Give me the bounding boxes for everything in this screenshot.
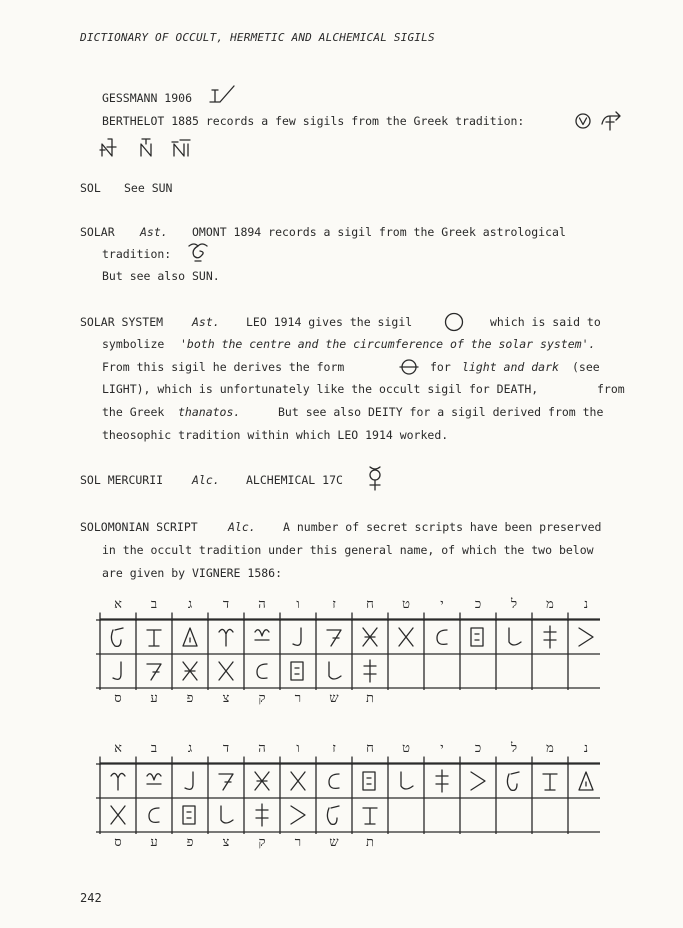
table-1-grid	[96, 618, 600, 690]
solar-system-line2b: 'both the centre and the circumference of the solar system'.	[180, 337, 596, 351]
running-header: DICTIONARY OF OCCULT, HERMETIC AND ALCHEMICAL SIGILS	[80, 31, 435, 44]
cipher-glyph-icon	[219, 662, 233, 680]
hebrew-letter-top: מ	[546, 597, 554, 612]
hebrew-letter-top: ט	[402, 597, 410, 612]
hebrew-letter-top: ו	[296, 741, 300, 756]
hebrew-letter-bottom: ת	[366, 691, 374, 706]
solar-system-line2a: symbolize	[102, 337, 165, 351]
cipher-glyph-icon	[221, 806, 233, 823]
entry-solar-system-abbr: Ast.	[192, 315, 220, 329]
hebrew-letter-bottom: צ	[222, 835, 230, 850]
entry-sol-mercurii-abbr: Alc.	[192, 473, 220, 487]
hebrew-letter-top: כ	[474, 741, 482, 756]
hebrew-letter-top: ז	[332, 741, 336, 756]
solar-astrological-sigil-icon	[186, 240, 210, 266]
cipher-glyph-icon	[436, 770, 448, 792]
entry-solar-line2: tradition:	[102, 247, 172, 261]
hebrew-letter-top: ה	[258, 597, 266, 612]
hebrew-letter-top: ל	[510, 741, 518, 756]
hebrew-letter-top: ב	[150, 597, 158, 612]
solar-system-line1b: which is said to	[490, 315, 601, 329]
page-number: 242	[80, 891, 102, 905]
hebrew-letter-top: ה	[258, 741, 266, 756]
cipher-glyph-icon	[147, 774, 161, 784]
solar-system-line4b: from	[597, 382, 625, 396]
entry-sol-mercurii-head: SOL MERCURII	[80, 473, 164, 487]
sol-mercurii-sigil-icon	[364, 464, 386, 492]
solar-system-line4a: LIGHT), which is unfortunately like the occult sigil for DEATH,	[102, 382, 539, 396]
cipher-glyph-icon	[147, 630, 161, 646]
hebrew-letter-top: נ	[583, 597, 589, 612]
light-and-dark-sigil-icon	[397, 356, 421, 378]
entry-solar-abbr: Ast.	[140, 225, 168, 239]
hebrew-letter-top: ו	[296, 597, 300, 612]
cipher-glyph-icon	[364, 660, 376, 682]
hebrew-letter-top: י	[440, 597, 444, 612]
berthelot-sigil-one-icon	[98, 136, 122, 160]
hebrew-letter-top: ד	[222, 597, 230, 612]
hebrew-letter-bottom: ע	[150, 691, 158, 706]
hebrew-letter-bottom: ש	[329, 691, 339, 706]
cipher-glyph-icon	[257, 664, 267, 678]
cipher-glyph-icon	[256, 804, 268, 826]
hebrew-letter-bottom: ע	[150, 835, 158, 850]
entry-solar-line3: But see also SUN.	[102, 269, 220, 283]
cipher-glyph-icon	[363, 772, 375, 790]
hebrew-letter-top: ב	[150, 741, 158, 756]
cipher-glyph-icon	[509, 628, 521, 645]
solar-system-line5c: But see also DEITY for a sigil derived from the	[278, 405, 604, 419]
cipher-glyph-icon	[329, 774, 339, 788]
hebrew-letter-top: כ	[474, 597, 482, 612]
hebrew-letter-bottom: צ	[222, 691, 230, 706]
entry-solomonian-abbr: Alc.	[228, 520, 256, 534]
solar-system-circle-sigil-icon	[442, 311, 466, 333]
hebrew-letter-bottom: ק	[258, 835, 266, 850]
cipher-glyph-icon	[147, 664, 161, 680]
cipher-glyph-icon	[185, 772, 193, 789]
cipher-glyph-icon	[149, 808, 159, 822]
cipher-glyph-icon	[437, 630, 447, 644]
cipher-glyph-icon	[327, 806, 339, 824]
solar-system-line5a: the Greek	[102, 405, 165, 419]
cipher-glyph-icon	[293, 628, 301, 645]
hebrew-letter-top: א	[114, 741, 122, 756]
hebrew-letter-top: א	[114, 597, 122, 612]
cipher-glyph-icon	[329, 662, 341, 679]
cipher-glyph-icon	[219, 629, 233, 646]
cipher-glyph-icon	[113, 662, 121, 679]
hebrew-letter-top: ד	[222, 741, 230, 756]
solar-system-line3b: for	[430, 360, 451, 374]
hebrew-letter-top: נ	[583, 741, 589, 756]
hebrew-letter-bottom: ר	[294, 691, 302, 706]
cipher-glyph-icon	[111, 806, 125, 824]
solar-system-line5b: thanatos.	[178, 405, 241, 419]
hebrew-letter-top: ג	[187, 597, 193, 612]
solomonian-script-table-1	[96, 598, 600, 710]
solomonian-line1: A number of secret scripts have been preserved	[283, 520, 602, 534]
cipher-glyph-icon	[363, 808, 377, 824]
hebrew-letter-bottom: ר	[294, 835, 302, 850]
berthelot-sigil-two-icon	[137, 136, 159, 160]
entry-sol-text: See SUN	[124, 181, 173, 195]
solomonian-script-table-2	[96, 742, 600, 854]
hebrew-letter-top: ח	[366, 741, 374, 756]
cipher-glyph-icon	[363, 628, 377, 646]
solomonian-line2: in the occult tradition under this general name, of which the two below	[102, 543, 594, 557]
cipher-glyph-icon	[327, 630, 341, 646]
entry-solar-head: SOLAR	[80, 225, 115, 239]
berthelot-sigil-three-icon	[170, 136, 194, 160]
solar-system-line3a: From this sigil he derives the form	[102, 360, 345, 374]
hebrew-letter-top: ל	[510, 597, 518, 612]
hebrew-letter-bottom: פ	[186, 835, 194, 850]
gessmann-sigil-icon	[206, 84, 236, 106]
cipher-glyph-icon	[471, 772, 485, 790]
hebrew-letter-bottom: ת	[366, 835, 374, 850]
hebrew-letter-bottom: ש	[329, 835, 339, 850]
table-2-grid	[96, 762, 600, 834]
hebrew-letter-top: ט	[402, 741, 410, 756]
entry-berthelot: BERTHELOT 1885 records a few sigils from the Greek tradition:	[102, 114, 525, 128]
hebrew-letter-top: י	[440, 741, 444, 756]
cipher-glyph-icon	[471, 628, 483, 646]
cipher-glyph-icon	[544, 626, 556, 648]
entry-solar-line1: OMONT 1894 records a sigil from the Greek astrological	[192, 225, 566, 239]
hebrew-letter-bottom: פ	[186, 691, 194, 706]
solar-system-line3d: (see	[572, 360, 600, 374]
hebrew-letter-top: ז	[332, 597, 336, 612]
cipher-glyph-icon	[291, 806, 305, 824]
cipher-glyph-icon	[183, 806, 195, 824]
entry-sol-mercurii-text: ALCHEMICAL 17C	[246, 473, 343, 487]
cipher-glyph-icon	[255, 630, 269, 640]
solar-system-line6: theosophic tradition within which LEO 1914 worked.	[102, 428, 449, 442]
solomonian-line3: are given by VIGNERE 1586:	[102, 566, 283, 580]
hebrew-letter-top: ג	[187, 741, 193, 756]
cipher-glyph-icon	[507, 772, 519, 790]
cipher-glyph-icon	[111, 628, 123, 646]
berthelot-circle-v-sigil-icon	[573, 111, 593, 131]
hebrew-letter-bottom: ס	[114, 691, 122, 706]
cipher-glyph-icon	[183, 628, 197, 646]
hebrew-letter-bottom: ס	[114, 835, 122, 850]
cipher-glyph-icon	[291, 662, 303, 680]
hebrew-letter-top: ח	[366, 597, 374, 612]
cipher-glyph-icon	[219, 774, 233, 790]
cipher-glyph-icon	[291, 772, 305, 790]
cipher-glyph-icon	[401, 772, 413, 789]
cipher-glyph-icon	[183, 662, 197, 680]
cipher-glyph-icon	[579, 772, 593, 790]
hebrew-letter-top: מ	[546, 741, 554, 756]
solar-system-line3c: light and dark	[462, 360, 559, 374]
cipher-glyph-icon	[543, 774, 557, 790]
entry-sol-head: SOL	[80, 181, 101, 195]
solar-system-line1a: LEO 1914 gives the sigil	[246, 315, 413, 329]
hebrew-letter-bottom: ק	[258, 691, 266, 706]
cipher-glyph-icon	[255, 772, 269, 790]
cipher-glyph-icon	[399, 628, 413, 646]
entry-solomonian-head: SOLOMONIAN SCRIPT	[80, 520, 198, 534]
cipher-glyph-icon	[579, 628, 593, 646]
cipher-glyph-icon	[111, 773, 125, 790]
berthelot-arrow-cross-sigil-icon	[598, 108, 624, 132]
entry-solar-system-head: SOLAR SYSTEM	[80, 315, 164, 329]
entry-gessmann: GESSMANN 1906	[102, 91, 193, 105]
